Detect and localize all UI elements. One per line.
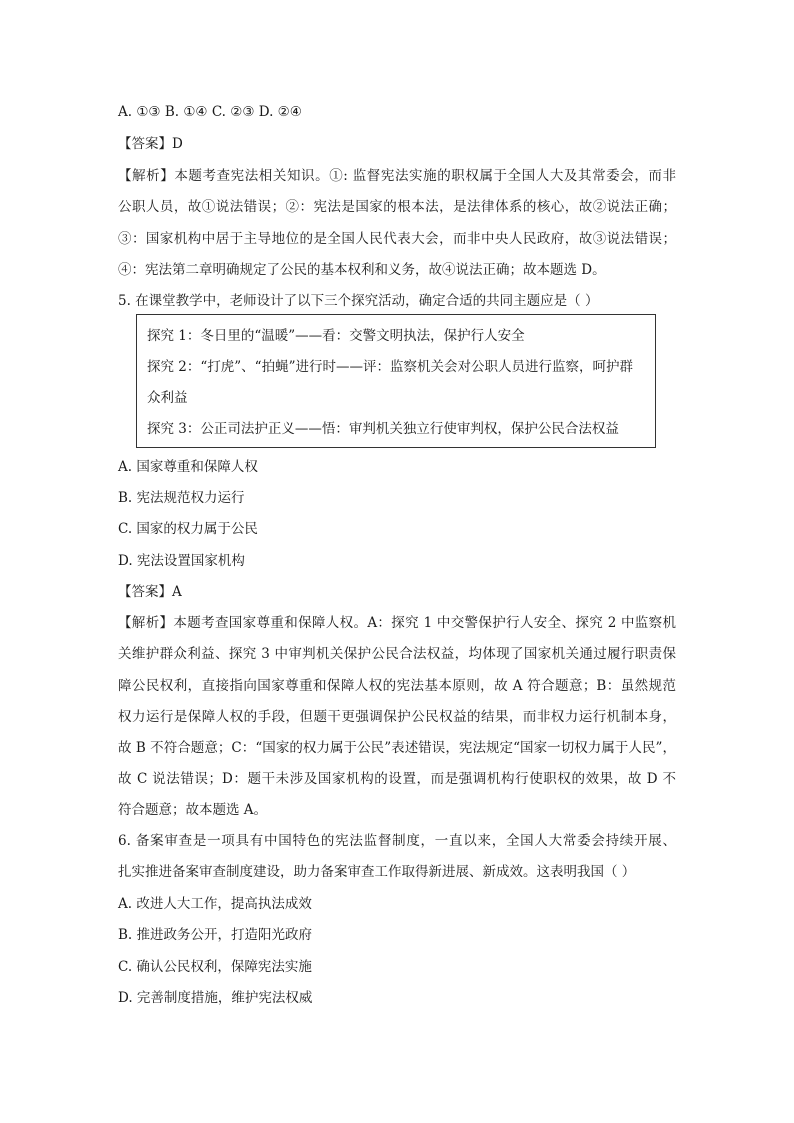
q5-option-b: B. 宪法规范权力运行 [118, 490, 245, 506]
q5-material-line: 众利益 [147, 390, 188, 406]
q6-option-c: C. 确认公民权利，保障宪法实施 [118, 959, 312, 975]
q6-option-a: A. 改进人大工作，提高执法成效 [118, 896, 312, 912]
q5-analysis-line: 障公民权利，直接指向国家尊重和保障人权的宪法基本原则，故 A 符合题意；B：虽然规范 [118, 678, 676, 694]
q6-stem-line: 6. 备案审查是一项具有中国特色的宪法监督制度，一直以来，全国人大常委会持续开展、 [118, 833, 676, 849]
q5-analysis-line: 【解析】本题考查国家尊重和保障人权。A：探究 1 中交警保护行人安全、探究 2 中监察机 [118, 615, 676, 631]
q5-option-d: D. 宪法设置国家机构 [118, 553, 245, 569]
q6-stem-line: 扎实推进备案审查制度建设，助力备案审查工作取得新进展、新成效。这表明我国（ ） [118, 864, 636, 880]
q5-analysis-line: 关维护群众利益、探究 3 中审判机关保护公民合法权益，均体现了国家机关通过履行职责保 [118, 646, 676, 662]
q5-stem: 5. 在课堂教学中，老师设计了以下三个探究活动，确定合适的共同主题应是（ ） [118, 293, 599, 309]
q4-options: A. ①③ B. ①④ C. ②③ D. ②④ [118, 104, 302, 120]
q6-option-d: D. 完善制度措施，维护宪法权威 [118, 990, 313, 1006]
q5-material-line: 探究 3：公正司法护正义——悟：审判机关独立行使审判权，保护公民合法权益 [147, 421, 619, 437]
q5-option-a: A. 国家尊重和保障人权 [118, 459, 258, 475]
q4-analysis-line: 【解析】本题考查宪法相关知识。①: 监督宪法实施的职权属于全国人大及其常委会，而非 [118, 168, 676, 184]
q5-material-line: 探究 1：冬日里的“温暖”——看：交警文明执法，保护行人安全 [147, 328, 525, 344]
q5-option-c: C. 国家的权力属于公民 [118, 521, 258, 537]
q5-analysis-line: 故 C 说法错误；D：题干未涉及国家机构的设置，而是强调机构行使职权的效果，故 D 不 [118, 771, 676, 787]
q5-material-line: 探究 2：“打虎”、“拍蝇”进行时——评：监察机关会对公职人员进行监察，呵护群 [147, 359, 633, 375]
q4-answer: 【答案】D [118, 136, 183, 152]
q5-material-box [136, 314, 656, 448]
q4-analysis-line: ④：宪法第二章明确规定了公民的基本权利和义务，故④说法正确；故本题选 D。 [118, 262, 606, 278]
q4-analysis-line: 公职人员，故①说法错误；②：宪法是国家的根本法，是法律体系的核心，故②说法正确； [118, 199, 676, 215]
q5-analysis-line: 故 B 不符合题意；C：“国家的权力属于公民”表述错误，宪法规定“国家一切权力属于人民”， [118, 740, 676, 756]
q5-analysis-line: 权力运行是保障人权的手段，但题干更强调保护公民权益的结果，而非权力运行机制本身， [118, 709, 676, 725]
q4-analysis-line: ③：国家机构中居于主导地位的是全国人民代表大会，而非中央人民政府，故③说法错误； [118, 231, 676, 247]
q5-analysis-line: 符合题意；故本题选 A。 [118, 802, 268, 818]
q5-answer: 【答案】A [118, 584, 182, 600]
q6-option-b: B. 推进政务公开，打造阳光政府 [118, 927, 313, 943]
